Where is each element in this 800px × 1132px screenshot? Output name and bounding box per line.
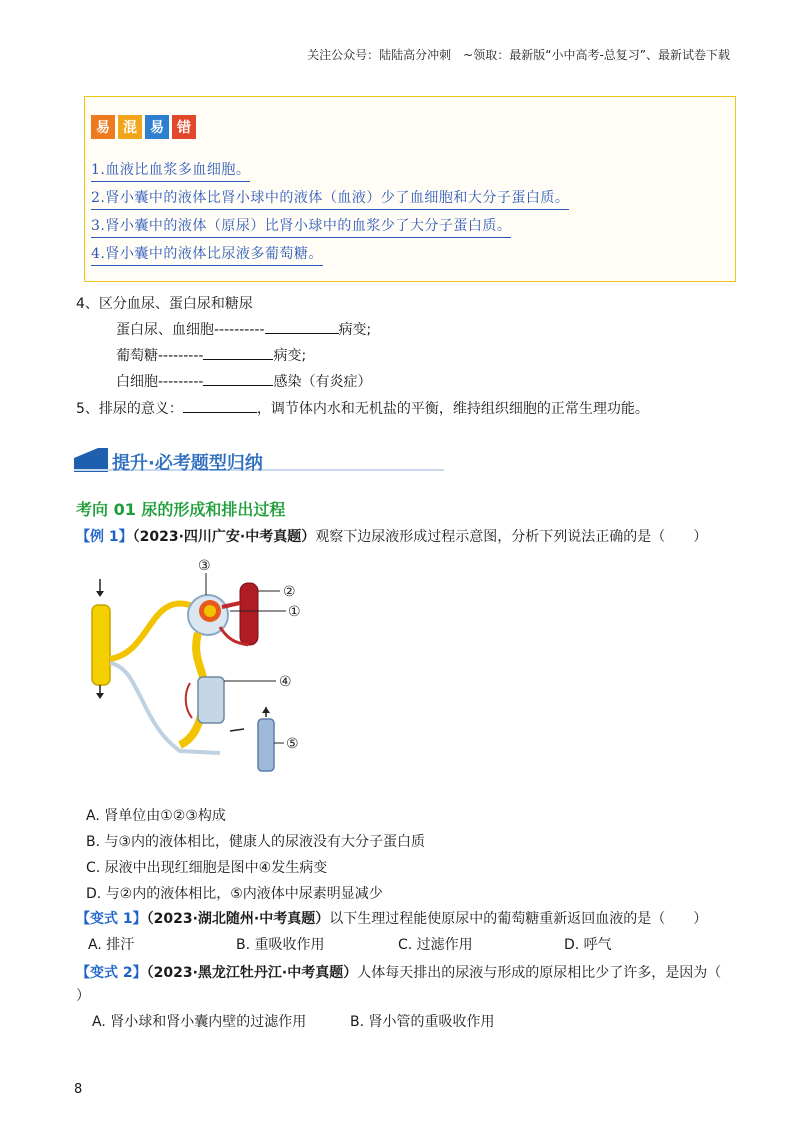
variant2-question: [76, 962, 721, 982]
section4-row: [116, 371, 371, 391]
kaoxiang-title: 考向 01 尿的形成和排出过程: [76, 500, 286, 519]
row-label: 葡萄糖---------: [116, 348, 204, 364]
tip-item: 2.肾小囊中的液体比肾小球中的液体（血液）少了血细胞和大分子蛋白质。: [91, 187, 569, 210]
nephron-diagram: [80, 553, 320, 775]
answer-blank[interactable]: [183, 398, 257, 413]
row-suffix: 病变;: [273, 348, 307, 364]
page-header: 关注公众号：陆陆高分冲刺 ~领取：最新版“小中高考-总复习”、最新试卷下载: [307, 48, 730, 62]
variant1-option-d[interactable]: D. 呼气: [564, 937, 612, 953]
variant2-question-end: ）: [76, 988, 90, 1004]
diagram-label: ①: [288, 604, 301, 620]
row-suffix: 病变;: [338, 322, 372, 338]
section4-row: [116, 319, 371, 339]
variant1-tag: 【变式 1】: [76, 911, 147, 927]
row-suffix: 感染（有炎症）: [273, 374, 372, 390]
variant1-option-a[interactable]: A. 排汗: [88, 937, 135, 953]
diagram-label: ⑤: [286, 736, 299, 752]
variant2-option-b[interactable]: B. 肾小管的重吸收作用: [350, 1014, 495, 1030]
badge-yi-2: 易: [145, 115, 169, 139]
tip-item: 3.肾小囊中的液体（原尿）比肾小球中的血浆少了大分子蛋白质。: [91, 215, 511, 238]
section5: [76, 398, 649, 418]
variant1-question: [76, 908, 707, 928]
section5-suffix: ，调节体内水和无机盐的平衡，维持组织细胞的正常生理功能。: [256, 401, 649, 417]
variant1-option-b[interactable]: B. 重吸收作用: [236, 937, 325, 953]
example-text: 观察下边尿液形成过程示意图，分析下列说法正确的是（ ）: [315, 529, 708, 545]
option-c[interactable]: C. 尿液中出现红细胞是图中④发生病变: [86, 860, 328, 876]
variant2-option-a[interactable]: A. 肾小球和肾小囊内壁的过滤作用: [92, 1014, 307, 1030]
option-a[interactable]: A. 肾单位由①②③构成: [86, 808, 226, 824]
badge-cuo: 错: [172, 115, 196, 139]
page-number: 8: [74, 1082, 83, 1097]
option-b[interactable]: B. 与③内的液体相比，健康人的尿液没有大分子蛋白质: [86, 834, 426, 850]
section4-title: 4、区分血尿、蛋白尿和糖尿: [76, 296, 253, 312]
tip-item: 1.血液比血浆多血细胞。: [91, 159, 250, 182]
answer-blank[interactable]: [203, 345, 273, 360]
diagram-label: ④: [279, 674, 292, 690]
variant1-option-c[interactable]: C. 过滤作用: [398, 937, 473, 953]
example-source: （2023·四川广安·中考真题）: [132, 529, 316, 545]
answer-blank[interactable]: [203, 371, 273, 386]
option-d[interactable]: D. 与②内的液体相比，⑤内液体中尿素明显减少: [86, 886, 383, 902]
variant2-source: （2023·黑龙江牡丹江·中考真题）: [146, 965, 358, 981]
section5-prefix: 5、排尿的意义：: [76, 401, 183, 417]
variant1-text: 以下生理过程能使原尿中的葡萄糖重新返回血液的是（ ）: [329, 911, 708, 927]
diagram-label: ③: [198, 558, 211, 574]
row-label: 蛋白尿、血细胞----------: [116, 322, 265, 338]
section-header-title: 提升·必考题型归纳: [112, 453, 263, 474]
variant2-tag: 【变式 2】: [76, 965, 147, 981]
row-label: 白细胞---------: [116, 374, 204, 390]
tips-badges: [91, 115, 196, 139]
section4-row: [116, 345, 306, 365]
answer-blank[interactable]: [265, 319, 339, 334]
example-tag: 【例 1】: [76, 529, 133, 545]
diagram-label: ②: [283, 584, 296, 600]
example-question: [76, 526, 707, 546]
badge-yi: 易: [91, 115, 115, 139]
variant2-text: 人体每天排出的尿液与形成的原尿相比少了许多，是因为（: [357, 965, 722, 981]
variant1-source: （2023·湖北随州·中考真题）: [146, 911, 330, 927]
tip-item: 4.肾小囊中的液体比尿液多葡萄糖。: [91, 243, 323, 266]
badge-hun: 混: [118, 115, 142, 139]
tips-box: [84, 96, 736, 282]
